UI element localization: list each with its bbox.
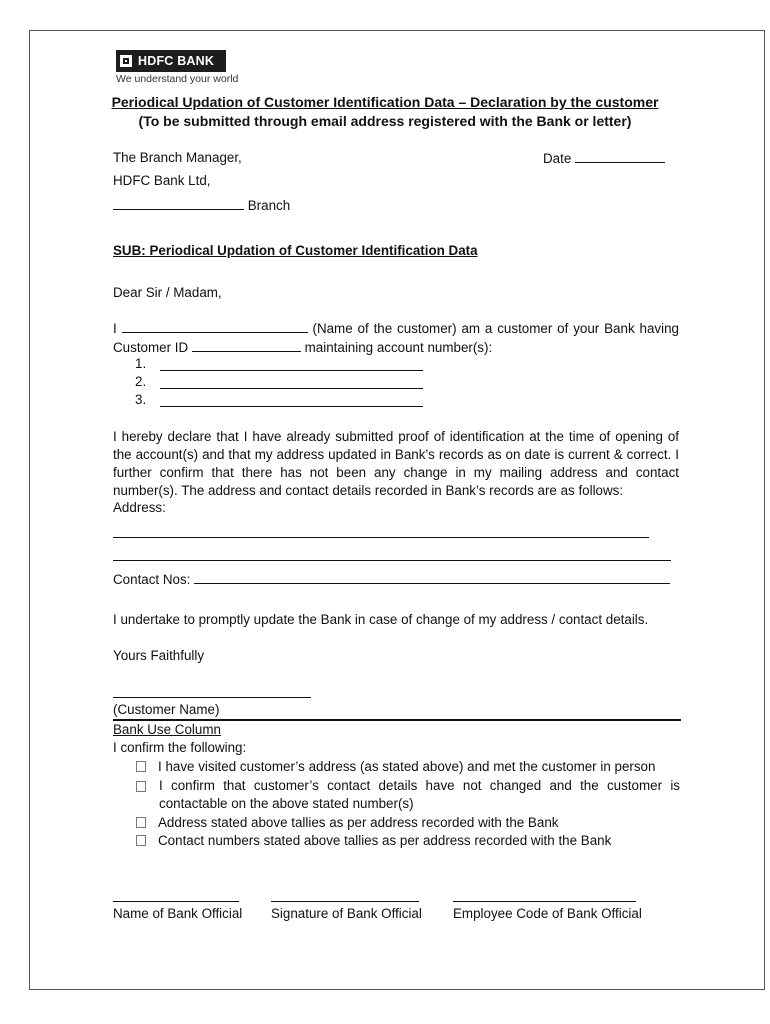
confirm-item-2 xyxy=(136,777,680,813)
customer-name-blank[interactable] xyxy=(122,320,308,333)
form-title: Periodical Updation of Customer Identification Data – Declaration by the customer xyxy=(111,94,659,110)
customer-id-blank[interactable] xyxy=(192,339,301,352)
account-number-3 xyxy=(135,392,146,408)
checkbox-icon[interactable] xyxy=(136,835,146,846)
checkbox-icon[interactable] xyxy=(136,761,146,772)
account-number-2 xyxy=(135,374,146,390)
bank-use-confirm: I confirm the following: xyxy=(113,740,247,755)
official-name-label: Name of Bank Official xyxy=(113,906,243,921)
address-blank-1[interactable] xyxy=(113,537,649,538)
intro-name-text: (Name of the customer) am a customer of your Bank having xyxy=(312,321,679,336)
hdfc-logo xyxy=(116,50,238,85)
customer-name-label: (Customer Name) xyxy=(113,702,220,717)
checkbox-icon[interactable] xyxy=(136,781,146,792)
branch-field[interactable] xyxy=(113,197,290,214)
address-blank-2[interactable] xyxy=(113,560,671,561)
form-subtitle: (To be submitted through email address registered with the Bank or letter) xyxy=(138,113,632,129)
addressee-line: The Branch Manager, xyxy=(113,150,242,165)
confirm-item-text: I have visited customer’s address (as stated above) and met the customer in person xyxy=(158,759,656,774)
intro-line-1 xyxy=(113,320,679,338)
list-number: 2. xyxy=(135,374,147,389)
account-number-1 xyxy=(135,356,146,372)
confirm-item-1 xyxy=(136,759,655,775)
checkbox-icon[interactable] xyxy=(136,817,146,828)
branch-blank[interactable] xyxy=(113,197,244,210)
undertaking-text: I undertake to promptly update the Bank in case of change of my address / contact details. xyxy=(113,612,649,627)
account-blank-3[interactable] xyxy=(160,406,423,407)
confirm-item-4 xyxy=(136,833,611,849)
date-blank[interactable] xyxy=(575,150,665,163)
date-field[interactable] xyxy=(543,150,665,167)
contact-field[interactable] xyxy=(113,571,670,588)
bank-use-heading: Bank Use Column xyxy=(113,722,221,737)
employee-code-label: Employee Code of Bank Official xyxy=(453,906,642,921)
intro-prefix: I xyxy=(113,321,117,336)
closing-text: Yours Faithfully xyxy=(113,648,205,663)
employee-code-blank[interactable] xyxy=(453,901,636,902)
confirm-item-3 xyxy=(136,815,558,831)
intro-line-2 xyxy=(113,339,492,356)
confirm-item-text: I confirm that customer’s contact details have not changed and the customer is contactable on the above stated number(s) xyxy=(159,778,680,811)
subject-line: SUB: Periodical Updation of Customer Identification Data xyxy=(113,243,478,258)
confirm-item-text: Contact numbers stated above tallies as per address recorded with the Bank xyxy=(158,833,612,848)
contact-blank[interactable] xyxy=(194,571,670,584)
account-blank-2[interactable] xyxy=(160,388,423,389)
contact-label: Contact Nos: xyxy=(113,572,191,587)
declaration-paragraph: I hereby declare that I have already submitted proof of identification at the time of opening of the account(s) and that my address updated in Bank’s records as on date is current & correct. I further confirm that there has not been any change in my mailing address and contact number(s). The address and contact details recorded in Bank’s records are as follows: xyxy=(113,429,679,498)
address-label: Address: xyxy=(113,500,166,515)
official-signature-label: Signature of Bank Official xyxy=(271,906,422,921)
list-number: 1. xyxy=(135,356,147,371)
date-label: Date xyxy=(543,151,572,166)
intro-account-text: maintaining account number(s): xyxy=(304,340,493,355)
salutation: Dear Sir / Madam, xyxy=(113,285,222,300)
official-signature-blank[interactable] xyxy=(271,901,419,902)
list-number: 3. xyxy=(135,392,147,407)
customer-signature-blank[interactable] xyxy=(113,697,311,698)
logo-brand: HDFC BANK xyxy=(138,54,215,68)
account-blank-1[interactable] xyxy=(160,370,423,371)
official-name-blank[interactable] xyxy=(113,901,239,902)
logo-badge xyxy=(116,50,226,72)
customer-id-label: Customer ID xyxy=(113,340,189,355)
hdfc-mark-icon xyxy=(120,55,132,67)
logo-tagline: We understand your world xyxy=(116,73,239,85)
branch-label: Branch xyxy=(247,198,291,213)
bank-name-line: HDFC Bank Ltd, xyxy=(113,173,211,188)
bank-use-divider xyxy=(113,719,681,721)
confirm-item-text: Address stated above tallies as per address recorded with the Bank xyxy=(158,815,559,830)
